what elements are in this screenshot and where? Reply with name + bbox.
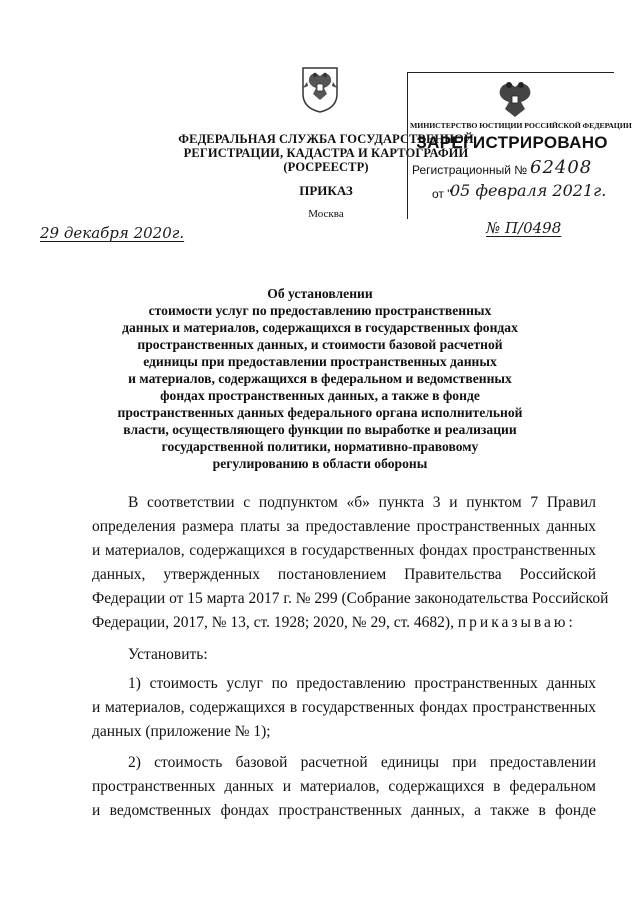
paragraph-item-1 xyxy=(92,672,596,744)
doc-type: ПРИКАЗ xyxy=(299,183,353,198)
title-line: единицы при предоставлении пространственных данных xyxy=(143,354,497,369)
body-line: пространственных данных и материалов, содержащихся в федеральном xyxy=(92,778,596,795)
title-line: Об установлении xyxy=(267,286,373,301)
title-line: регулированию в области обороны xyxy=(212,456,428,471)
body-line: В соответствии с подпунктом «б» пункта 3 и пунктом 7 Правил xyxy=(128,494,596,511)
city: Москва xyxy=(308,208,344,220)
body-line: данных (приложение № 1); xyxy=(92,723,271,740)
body-line: и ведомственных фондах пространственных данных, а также в фонде xyxy=(92,802,596,819)
agency-line: (РОСРЕЕСТР) xyxy=(283,160,369,174)
stamp-reg-number: 62408 xyxy=(530,157,593,178)
body-line: 1) стоимость услуг по предоставлению пространственных данных xyxy=(128,675,596,692)
agency-line: РЕГИСТРАЦИИ, КАДАСТРА И КАРТОГРАФИИ xyxy=(183,146,469,160)
title-line: и материалов, содержащихся в федеральном и ведомственных xyxy=(128,371,512,386)
body-line: и материалов, содержащихся в государственных фондах пространственных xyxy=(92,699,596,716)
title-line: власти, осуществляющего функции по выработке и реализации xyxy=(123,422,517,437)
title-line: стоимости услуг по предоставлению пространственных xyxy=(148,303,492,318)
stamp-date-value: 05 февраля 2021г. xyxy=(450,181,607,200)
stamp-reg-label: Регистрационный № xyxy=(412,163,528,177)
coat-of-arms-emblem xyxy=(299,64,341,114)
body-text: Федерации, 2017, № 13, ст. 1928; 2020, № 29, ст. 4682), xyxy=(92,614,454,631)
title-line: данных и материалов, содержащихся в государственных фондах xyxy=(122,320,518,335)
body-line: Установить: xyxy=(128,646,208,663)
paragraph-establish xyxy=(92,643,596,667)
stamp-ministry: МИНИСТЕРСТВО ЮСТИЦИИ РОССИЙСКОЙ ФЕДЕРАЦИИ xyxy=(410,121,632,130)
handwritten-date: 29 декабря 2020г. xyxy=(40,224,185,242)
body-line: и материалов, содержащихся в государственных фондах пространственных xyxy=(92,542,596,559)
body-line: Федерации от 15 марта 2017 г. № 299 (Собрание законодательства Российской xyxy=(92,590,609,607)
body-line: данных, утвержденных постановлением Правительства Российской xyxy=(92,566,596,583)
paragraph-preamble xyxy=(92,491,609,635)
paragraph-item-2 xyxy=(92,751,596,823)
decree-word: приказываю: xyxy=(457,614,576,631)
body-line: 2) стоимость базовой расчетной единицы при предоставлении xyxy=(128,754,596,771)
body-line xyxy=(92,611,596,635)
title-line: фондах пространственных данных, а также в фонде xyxy=(160,388,480,403)
title-line: государственной политики, нормативно-правовому xyxy=(161,439,479,454)
order-number: № П/0498 xyxy=(486,219,562,237)
body-line: определения размера платы за предоставление пространственных данных xyxy=(92,518,596,535)
stamp-date-label: от " xyxy=(432,187,452,201)
title-line: пространственных данных, и стоимости базовой расчетной xyxy=(137,337,503,352)
agency-line: ФЕДЕРАЛЬНАЯ СЛУЖБА ГОСУДАРСТВЕННОЙ xyxy=(178,132,474,146)
document-title xyxy=(100,285,540,472)
stamp-registered: ЗАРЕГИСТРИРОВАНО xyxy=(416,133,608,152)
title-line: пространственных данных федерального органа исполнительной xyxy=(117,405,523,420)
